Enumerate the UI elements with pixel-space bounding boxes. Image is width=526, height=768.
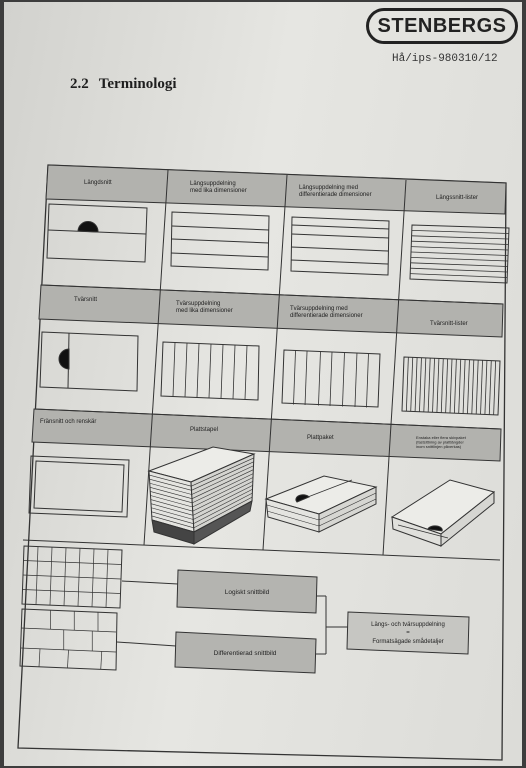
drawing-line [23,575,121,579]
row2-drawings [40,332,500,415]
flow-boxes [175,570,469,673]
drawing-line [305,351,307,405]
drawing-line [467,360,469,414]
label-langsuppdelning-lika-line: med lika dimensioner [190,188,247,194]
row1-drawings [47,204,509,283]
drawing-line [411,263,508,267]
drawing-line [245,346,247,400]
drawing-line [428,358,430,412]
row2-header-band [39,285,503,337]
row2-cross-lines [173,343,496,415]
drawing-line [197,344,199,398]
drawing-line [412,230,509,233]
drawing-line [294,350,296,404]
drawing-line [412,236,509,239]
label-langssnitt-lister: Längssnitt-lister [436,195,479,201]
drawing-line [39,649,40,667]
drawing-line [441,359,443,413]
section-number: 2.2 [70,76,89,92]
drawing-line [433,358,435,412]
differentiated-grid-drawing [20,609,117,670]
drawing-line [185,343,187,397]
document-reference: Hå/ips-980310/12 [392,53,498,65]
drawing-line [24,561,122,565]
label-langsuppdelning-diff-line: differentierade dimensioner [299,192,372,198]
board-stack-drawing [149,447,254,544]
differentiated-cut-label: Differentierad snittbild [213,650,277,657]
drawing-line [463,360,465,414]
label-skivpaket-line: Enstaka eller flera skivpaket [416,435,466,440]
drawing-line [233,345,235,399]
drawing-line [330,352,332,406]
drawing-line [23,590,121,594]
drawing-line [446,359,448,413]
drawing-line [437,358,439,412]
drawing-line [411,357,413,411]
drawing-line [318,352,320,406]
drawing-line [342,353,344,407]
label-tvarsuppdelning-diff-line: differentierade dimensioner [290,313,363,319]
result-line1: Längs- och tvärsuppdelning [371,622,445,628]
drawing-line [476,360,478,414]
drawing-line [419,358,421,412]
cross-cut-drawing [40,332,138,391]
drawing-line [366,354,368,408]
label-skivpaket-line: inom snittlinjen påverkas) [416,444,462,449]
label-skivpaket-line: (fastsittning av plattlängder [416,439,464,445]
drawing-line [494,361,496,415]
drawing-line [406,357,408,411]
terminology-diagram [4,2,522,766]
drawing-line [472,360,474,414]
drawing-line [489,361,491,415]
label-langsuppdelning-diff-line: Längsuppdelning med [299,185,359,191]
result-line3: Formatsägade smådetaljer [372,639,444,645]
label-tvarsuppdelning-lika-line: Tvärsuppdelning [176,301,221,307]
drawing-line [68,650,69,668]
drawing-line [411,257,508,261]
company-logo: STENBERGS [366,8,518,44]
drawing-line [173,343,175,397]
drawing-line [411,241,508,244]
drawing-line [411,247,508,250]
drawing-line [209,344,211,398]
row3-drawings [29,447,494,546]
drawing-line [459,359,461,413]
drawing-line [101,651,102,669]
drawing-line [481,360,483,414]
drawing-line [411,252,508,256]
drawing-line [410,268,507,272]
trim-cut-inner [34,461,124,512]
board-package-drawing [266,476,376,532]
label-fransnitt: Fränsnitt och renskär [40,419,97,425]
document-page [4,2,522,766]
drawing-line [424,358,426,412]
label-tvarsnitt-lister: Tvärsnitt-lister [430,321,468,327]
drawing-line [485,360,487,414]
label-plattpaket: Plattpaket [307,435,334,441]
drawing-line [355,353,357,407]
section-title: Terminologi [98,76,177,92]
drawing-line [454,359,456,413]
label-tvarsuppdelning-lika-line: med lika dimensioner [176,308,233,314]
drawing-line [21,628,116,632]
label-skivpaket [416,435,467,449]
drawing-line [410,274,507,278]
logical-cut-label: Logiskt snittbild [224,589,270,596]
drawing-line [450,359,452,413]
drawing-line [415,358,417,412]
label-tvarsuppdelning-diff-line: Tvärsuppdelning med [290,306,348,312]
single-board-drawing [392,480,494,546]
row1-strips [410,230,509,277]
label-tvarsnitt: Tvärsnitt [74,297,98,303]
label-langsuppdelning-lika-line: Längsuppdelning [190,181,236,187]
label-plattstapel: Plattstapel [190,427,219,433]
label-langdsnitt: Längdsnitt [84,180,112,186]
trim-cut-outer [29,456,129,517]
result-line2: = [406,630,410,636]
drawing-line [221,345,223,399]
